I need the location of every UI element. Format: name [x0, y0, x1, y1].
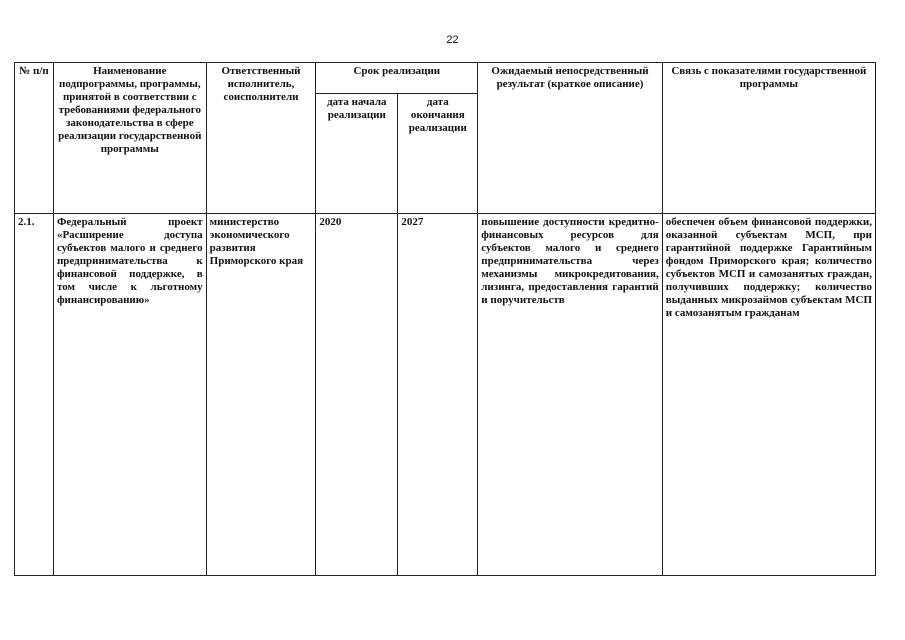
cell-name: Федеральный проект «Расширение доступа субъектов малого и среднего предпринимательства к финансовой поддержке, в том числе к льготному финансированию» — [53, 214, 206, 576]
cell-end: 2027 — [398, 214, 478, 576]
program-table — [14, 62, 876, 576]
header-start: дата начала реализации — [316, 94, 398, 214]
cell-start: 2020 — [316, 214, 398, 576]
header-num: № п/п — [15, 63, 54, 214]
header-link: Связь с показателями государственной программы — [662, 63, 875, 214]
header-executor: Ответственный исполнитель, соисполнители — [206, 63, 316, 214]
header-row — [15, 63, 876, 94]
table-row — [15, 214, 876, 576]
header-period: Срок реализации — [316, 63, 478, 94]
header-name: Наименование подпрограммы, программы, принятой в соответствии с требованиями федерального законодательства в сфере реализации государственной программы — [53, 63, 206, 214]
cell-executor: министерство экономического развития Приморского края — [206, 214, 316, 576]
cell-result: повышение доступности кредитно-финансовых ресурсов для субъектов малого и среднего предпринимательства через механизмы микрокредитования, лизинга, предоставления гарантий и поручительств — [478, 214, 662, 576]
cell-num: 2.1. — [15, 214, 54, 576]
header-end: дата окончания реализации — [398, 94, 478, 214]
cell-link: обеспечен объем финансовой поддержки, оказанной субъектам МСП, при гарантийной поддержке Гарантийным фондом Приморского края; количество субъектов МСП и самозанятых граждан, получивших поддержку; количество выданных микрозаймов субъектам МСП и самозанятым гражданам — [662, 214, 875, 576]
header-result: Ожидаемый непосредственный результат (краткое описание) — [478, 63, 662, 214]
page-number: 22 — [446, 34, 459, 46]
